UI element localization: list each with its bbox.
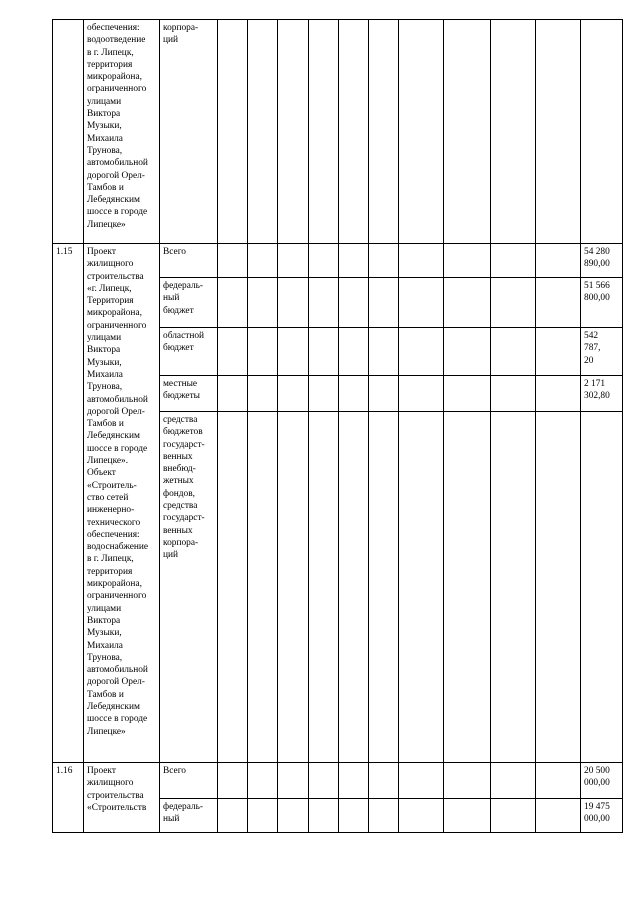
empty-cell [536, 278, 581, 328]
empty-cell [444, 20, 491, 244]
project-name: Проект жилищного строительства «г. Липецк, Территория микрорайона, ограниченного улицами Виктора Музыки, Михаила Трунова, автомобильной дорогой Орел- Тамбов и Лебедянским шоссе в городе Липецке». Объект «Строитель- ство сетей инженерно- технического обеспечения: водоснабжение в г. Липецк, территория микрорайона, ограниченного улицами Виктора Музыки, Михаила Трунова, автомобильной дорогой Орел- Тамбов и Лебедянским шоссе в городе Липецке» [84, 244, 160, 763]
empty-cell [218, 328, 248, 376]
funding-amount: 19 475 000,00 [581, 799, 623, 833]
empty-cell [339, 799, 369, 833]
empty-cell [399, 328, 444, 376]
empty-cell [309, 412, 339, 763]
funding-source-label: Всего [160, 763, 218, 799]
empty-cell [278, 412, 309, 763]
funding-source-label: местные бюджеты [160, 376, 218, 412]
budget-table [52, 19, 623, 833]
empty-cell [491, 278, 536, 328]
empty-cell [248, 328, 278, 376]
funding-amount [581, 20, 623, 244]
project-name: Проект жилищного строительства «Строительств [84, 763, 160, 833]
empty-cell [278, 278, 309, 328]
empty-cell [399, 763, 444, 799]
empty-cell [491, 20, 536, 244]
row-number: 1.15 [53, 244, 84, 763]
empty-cell [339, 278, 369, 328]
empty-cell [536, 244, 581, 278]
funding-source-label: средства бюджетов государст- венных внебюд- жетных фондов, средства государст- венных корпора- ций [160, 412, 218, 763]
funding-amount [581, 412, 623, 763]
table-row [53, 20, 623, 244]
row-number [53, 20, 84, 244]
empty-cell [444, 278, 491, 328]
empty-cell [536, 412, 581, 763]
empty-cell [369, 328, 399, 376]
empty-cell [339, 244, 369, 278]
empty-cell [248, 20, 278, 244]
empty-cell [444, 328, 491, 376]
empty-cell [218, 763, 248, 799]
funding-source-label: федераль- ный бюджет [160, 278, 218, 328]
funding-source-label: областной бюджет [160, 328, 218, 376]
empty-cell [248, 412, 278, 763]
empty-cell [339, 763, 369, 799]
empty-cell [491, 799, 536, 833]
funding-amount: 54 280 890,00 [581, 244, 623, 278]
empty-cell [309, 799, 339, 833]
empty-cell [399, 412, 444, 763]
empty-cell [218, 412, 248, 763]
funding-source-label: федераль- ный [160, 799, 218, 833]
empty-cell [218, 244, 248, 278]
empty-cell [339, 328, 369, 376]
empty-cell [491, 763, 536, 799]
funding-amount: 20 500 000,00 [581, 763, 623, 799]
empty-cell [278, 328, 309, 376]
empty-cell [444, 763, 491, 799]
empty-cell [444, 412, 491, 763]
empty-cell [369, 799, 399, 833]
empty-cell [218, 278, 248, 328]
empty-cell [369, 376, 399, 412]
empty-cell [491, 244, 536, 278]
empty-cell [444, 376, 491, 412]
funding-amount: 2 171 302,80 [581, 376, 623, 412]
empty-cell [369, 412, 399, 763]
empty-cell [444, 799, 491, 833]
empty-cell [339, 412, 369, 763]
empty-cell [218, 20, 248, 244]
empty-cell [369, 763, 399, 799]
empty-cell [536, 799, 581, 833]
empty-cell [248, 376, 278, 412]
funding-amount: 542 787, 20 [581, 328, 623, 376]
table-row [53, 244, 623, 278]
empty-cell [248, 244, 278, 278]
empty-cell [278, 20, 309, 244]
empty-cell [309, 376, 339, 412]
empty-cell [444, 244, 491, 278]
empty-cell [339, 20, 369, 244]
empty-cell [309, 278, 339, 328]
project-name: обеспечения: водоотведение в г. Липецк, территория микрорайона, ограниченного улицами Виктора Музыки, Михаила Трунова, автомобильной дорогой Орел- Тамбов и Лебедянским шоссе в городе Липецке» [84, 20, 160, 244]
empty-cell [278, 376, 309, 412]
empty-cell [399, 244, 444, 278]
table-row [53, 763, 623, 799]
empty-cell [536, 763, 581, 799]
empty-cell [399, 20, 444, 244]
empty-cell [278, 244, 309, 278]
empty-cell [248, 763, 278, 799]
funding-source-label: корпора- ций [160, 20, 218, 244]
empty-cell [218, 376, 248, 412]
empty-cell [536, 20, 581, 244]
funding-source-label: Всего [160, 244, 218, 278]
empty-cell [248, 278, 278, 328]
empty-cell [278, 763, 309, 799]
empty-cell [491, 412, 536, 763]
row-number: 1.16 [53, 763, 84, 833]
empty-cell [491, 376, 536, 412]
empty-cell [369, 244, 399, 278]
empty-cell [218, 799, 248, 833]
empty-cell [369, 278, 399, 328]
funding-amount: 51 566 800,00 [581, 278, 623, 328]
empty-cell [399, 278, 444, 328]
empty-cell [248, 799, 278, 833]
empty-cell [309, 328, 339, 376]
empty-cell [309, 763, 339, 799]
empty-cell [536, 328, 581, 376]
empty-cell [369, 20, 399, 244]
empty-cell [536, 376, 581, 412]
empty-cell [399, 376, 444, 412]
empty-cell [491, 328, 536, 376]
empty-cell [278, 799, 309, 833]
empty-cell [399, 799, 444, 833]
empty-cell [309, 244, 339, 278]
empty-cell [309, 20, 339, 244]
empty-cell [339, 376, 369, 412]
